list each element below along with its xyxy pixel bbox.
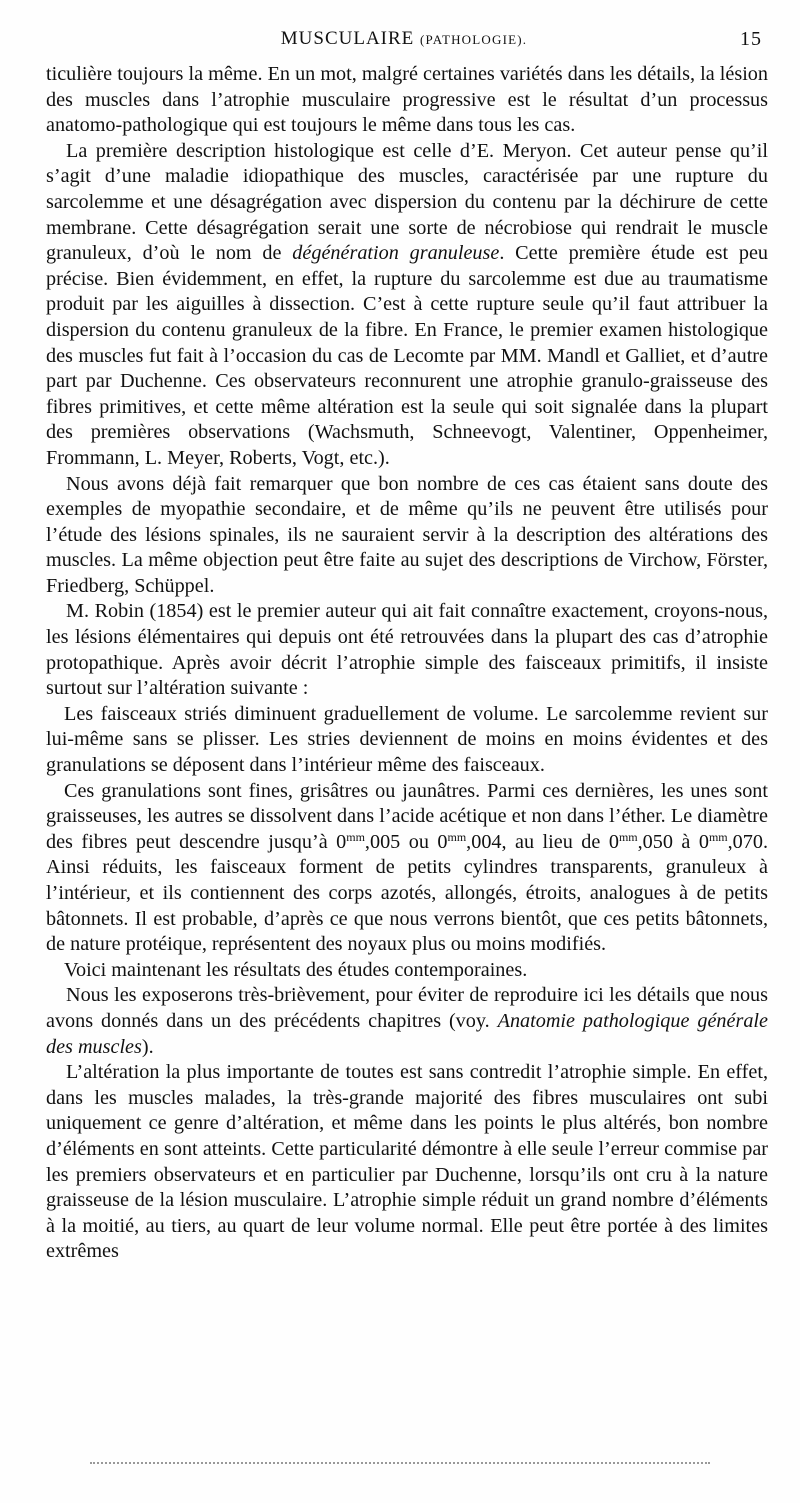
running-header xyxy=(46,28,762,58)
paragraph: ticulière toujours la même. En un mot, malgré certaines variétés dans les détails, la lésion des muscles dans l’atrophie musculaire progressive est le résultat d’un processus anatomo-pathologique qui est toujours le même dans tous les cas. xyxy=(46,63,768,137)
paragraph-text: Nous les exposerons très-brièvement, pour éviter de reproduire ici les détails que nous avons donnés dans un des précédents chapitres (voy. xyxy=(46,984,768,1032)
italic-reference: Anatomie pathologique générale des muscles xyxy=(46,1009,768,1058)
header-title-main: MUSCULAIRE xyxy=(280,28,415,49)
footer-divider xyxy=(90,1462,710,1468)
paragraph-text: ,005 ou 0 xyxy=(364,830,448,853)
paragraph xyxy=(46,779,768,958)
paragraph-text: ,070. Ainsi réduits, les faisceaux forment de petits cylindres transparents, granuleux à l’intérieur, et ils contiennent des corps azotés, allongés, étroits, analogues à de petits bâtonnets. Il est probable, d’après ce que nous verrons bientôt, que ces petits bâtonnets, de nature protéique, représentent des noyaux plus ou moins modifiés. xyxy=(46,830,768,956)
paragraph: Voici maintenant les résultats des études contemporaines. xyxy=(64,958,528,981)
unit-superscript: mm xyxy=(708,829,728,844)
paragraph-text: . Cette première étude est peu précise. Bien évidemment, en effet, la rupture du sarcolemme est due au traumatisme produit par les aiguilles à dissection. C’est à cette rupture seule qu’il faut attribuer la dispersion du contenu granuleux de la fibre. En France, le premier examen histologique des muscles fut fait à l’occasion du cas de Lecomte par MM. Mandl et Galliet, et d’autre part par Duchenne. Ces observateurs reconnurent une atrophie granulo-graisseuse des fibres primitives, et cette même altération est la seule qui soit signalée dans la plupart des premières observations (Wachsmuth, Schneevogt, Valentiner, Oppenheimer, Frommann, L. Meyer, Roberts, Vogt, etc.). xyxy=(46,242,768,469)
body-text xyxy=(46,62,768,1265)
paragraph-text: ,004, au lieu de 0 xyxy=(466,830,619,853)
paragraph xyxy=(46,983,768,1060)
paragraph-text: ). xyxy=(141,1035,154,1058)
paragraph: Nous avons déjà fait remarquer que bon nombre de ces cas étaient sans doute des exemples de myopathie secondaire, et de même qu’ils ne peuvent être utilisés pour l’étude des lésions spinales, ils ne sauraient servir à la description des altérations des muscles. La même objection peut être faite au sujet des descriptions de Virchow, Förster, Friedberg, Schüppel. xyxy=(46,472,768,597)
paragraph-text: ,050 à 0 xyxy=(637,830,709,853)
header-title xyxy=(46,28,762,50)
paragraph: M. Robin (1854) est le premier auteur qui ait fait connaître exactement, croyons-nous, les lésions élémentaires qui depuis ont été retrouvées dans la plupart des cas d’atrophie protopathique. Après avoir décrit l’atrophie simple des faisceaux primitifs, il insiste surtout sur l’altération suivante : xyxy=(46,600,768,700)
unit-superscript: mm xyxy=(346,829,365,844)
paragraph-text: La première description histologique est celle d’E. Meryon. Cet auteur pense qu’il s’agit d’une maladie idiopathique des muscles, caractérisée par une rupture du sarcolemme et une désagrégation avec dispersion du contenu par la déchirure de cette membrane. Cette désagrégation serait une sorte de nécrobiose qui rendrait le muscle granuleux, d’où le nom de xyxy=(46,139,768,265)
unit-superscript: mm xyxy=(618,829,638,844)
paragraph-text: Ces granulations sont fines, grisâtres ou jaunâtres. Parmi ces dernières, les unes sont graisseuses, les autres se dissolvent dans l’acide acétique et non dans l’éther. Le diamètre des fibres peut descendre jusqu’à 0 xyxy=(46,779,768,853)
italic-term: dégénération granuleuse xyxy=(292,242,500,265)
unit-superscript: mm xyxy=(447,829,467,844)
header-title-sub: (PATHOLOGIE). xyxy=(420,32,528,47)
paragraph: Les faisceaux striés diminuent graduellement de volume. Le sarcolemme revient sur lui-même sans se plisser. Les stries deviennent de moins en moins évidentes et des granulations se déposent dans l’intérieur même des faisceaux. xyxy=(46,702,768,777)
page-number: 15 xyxy=(740,28,762,50)
paragraph xyxy=(46,139,768,472)
paragraph: L’altération la plus importante de toutes est sans contredit l’atrophie simple. En effet, dans les muscles malades, la très-grande majorité des fibres musculaires ont subi uniquement ce genre d’altération, et même dans les points le plus altérés, bon nombre d’éléments en sont atteints. Cette particularité démontre à elle seule l’erreur commise par les premiers observateurs et en particulier par Duchenne, lorsqu’ils ont cru à la nature graisseuse de la lésion musculaire. L’atrophie simple réduit un grand nombre d’éléments à la moitié, au tiers, au quart de leur volume normal. Elle peut être portée à des limites extrêmes xyxy=(46,1061,768,1263)
